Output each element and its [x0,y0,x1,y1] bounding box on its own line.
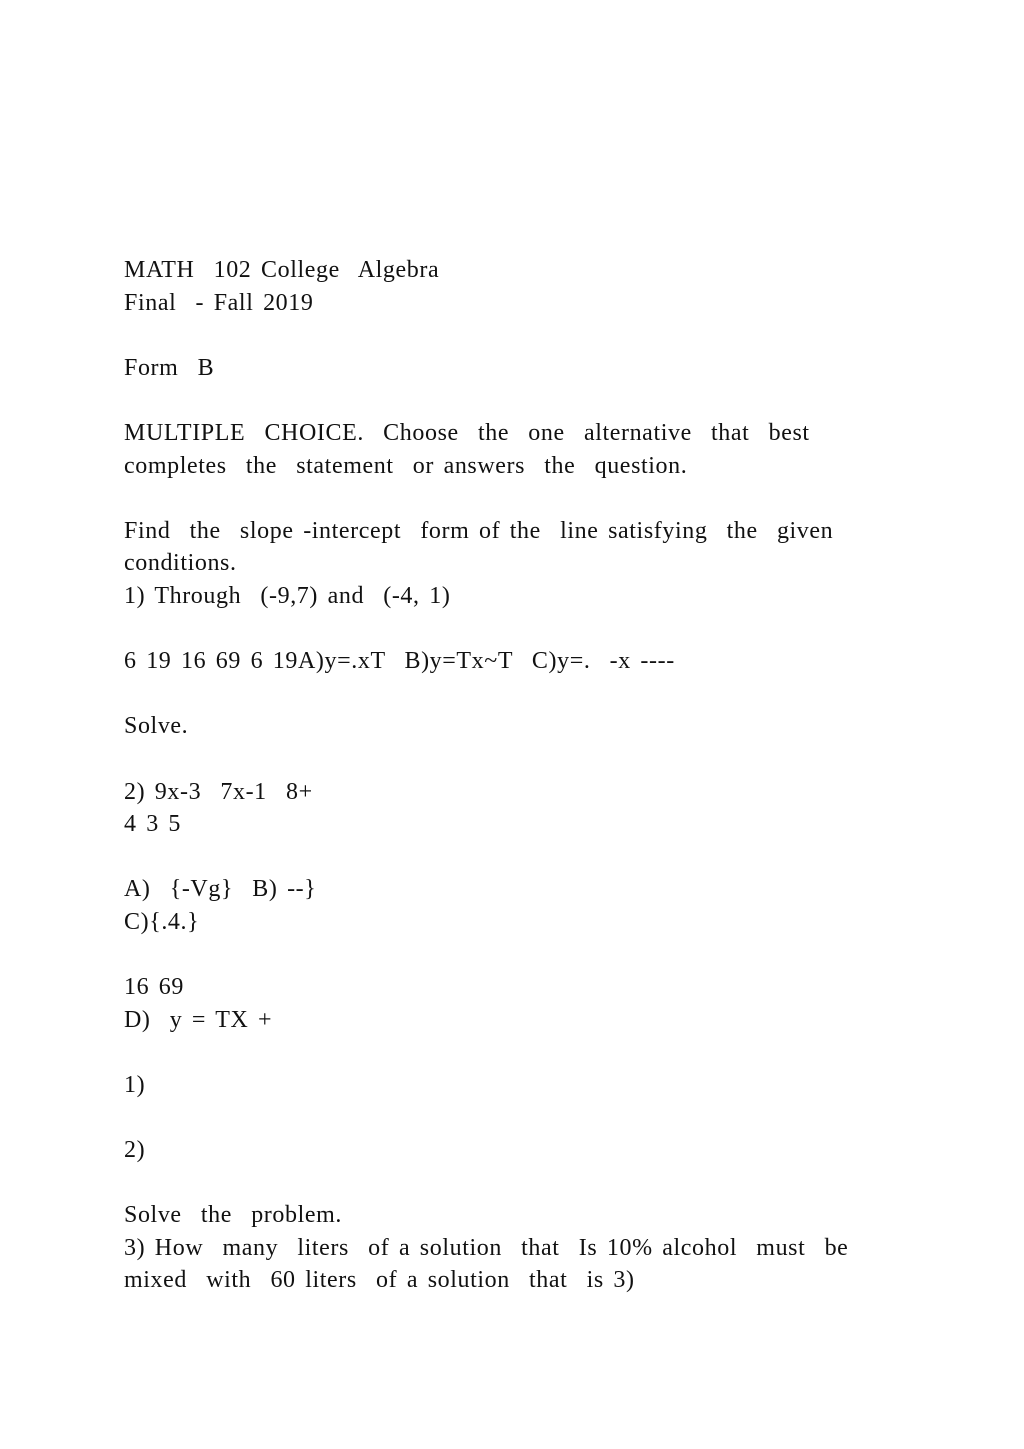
spacer [124,938,884,971]
form-label: Form B [124,354,215,381]
answer-slot-1: 1) [124,1071,146,1098]
exam-text [124,254,884,1297]
exam-title: Final - Fall 2019 [124,289,314,316]
question-2-options-ab: A) {-Vg} B) --} [124,876,317,903]
instructions-line-2: completes the statement or answers the question. [124,452,688,479]
question-3-line-2: mixed with 60 liters of a solution that is 3) [124,1267,635,1294]
spacer [124,319,884,352]
section3-heading: Solve the problem. [124,1202,342,1229]
question-3-line-1: 3) How many liters of a solution that Is 10% alcohol must be [124,1234,849,1261]
question-1: 1) Through (-9,7) and (-4, 1) [124,582,451,609]
spacer [124,841,884,874]
section1-line-2: conditions. [124,550,237,577]
spacer [124,613,884,646]
spacer [124,1167,884,1200]
option-d: D) y = TX + [124,1006,273,1033]
instructions-line-1: MULTIPLE CHOICE. Choose the one alternative that best [124,419,810,446]
question-1-options: 6 19 16 69 6 19A)y=.xT B)y=Tx~T C)y=. -x ---- [124,648,675,675]
spacer [124,1036,884,1069]
spacer [124,384,884,417]
question-2-option-c: C){.4.} [124,908,200,935]
course-title: MATH 102 College Algebra [124,257,440,283]
fraction-numbers: 16 69 [124,974,184,1001]
spacer [124,1101,884,1134]
answer-slot-2: 2) [124,1137,146,1164]
section1-line-1: Find the slope -intercept form of the line satisfying the given [124,517,834,544]
spacer [124,482,884,515]
question-2-line-1: 2) 9x-3 7x-1 8+ [124,778,313,805]
section2-heading: Solve. [124,713,189,740]
spacer [124,743,884,776]
spacer [124,678,884,711]
question-2-line-2: 4 3 5 [124,811,181,838]
